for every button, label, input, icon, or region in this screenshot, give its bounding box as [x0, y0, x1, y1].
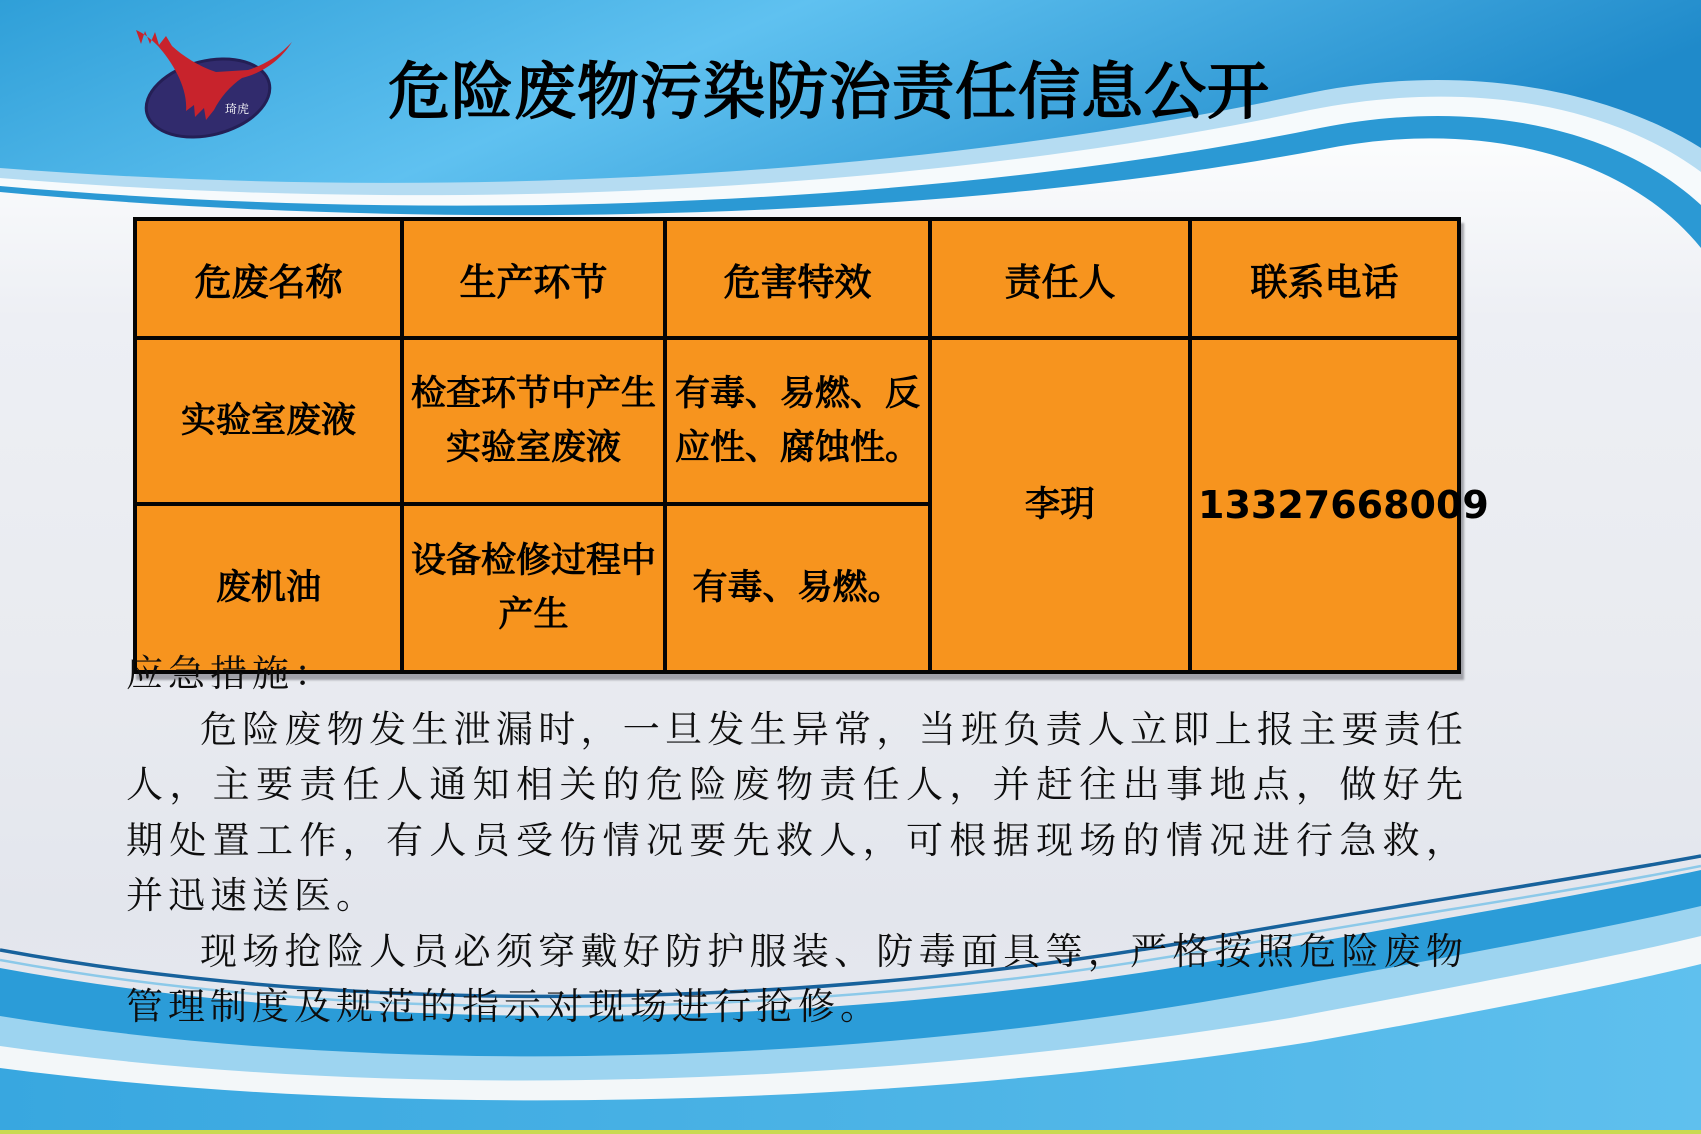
stage-cell: 检查环节中产生实验室废液 — [402, 338, 665, 504]
hazardous-waste-table — [133, 217, 1489, 674]
eagle-logo — [118, 18, 303, 148]
col-header-stage: 生产环节 — [402, 219, 665, 338]
waste-name-cell: 实验室废液 — [135, 338, 402, 504]
col-header-phone: 联系电话 — [1190, 219, 1459, 338]
stage-cell: 设备检修过程中产生 — [402, 504, 665, 672]
col-header-hazards: 危害特效 — [665, 219, 930, 338]
col-header-responsible: 责任人 — [930, 219, 1190, 338]
responsible-person-cell: 李玥 — [930, 338, 1190, 672]
emergency-paragraph: 危险废物发生泄漏时，一旦发生异常，当班负责人立即上报主要责任人，主要责任人通知相关的危险废物责任人，并赶往出事地点，做好先期处置工作，有人员受伤情况要先救人，可根据现场的情况进行急救，并迅速送医。 — [126, 707, 1468, 917]
waste-name-cell: 废机油 — [135, 504, 402, 672]
col-header-waste-name: 危废名称 — [135, 219, 402, 338]
page-title: 危险废物污染防治责任信息公开 — [388, 55, 1271, 128]
contact-phone-cell: 13327668009 — [1190, 338, 1459, 672]
emergency-measures-section — [126, 646, 1468, 1035]
emergency-paragraph: 现场抢险人员必须穿戴好防护服装、防毒面具等，严格按照危险废物管理制度及规范的指示对现场进行抢修。 — [126, 929, 1468, 1028]
hazards-cell: 有毒、易燃。 — [665, 504, 930, 672]
table-header-row — [135, 219, 1459, 338]
emergency-heading: 应急措施： — [126, 652, 336, 695]
logo-characters: 琦虎 — [225, 102, 250, 116]
hazards-cell: 有毒、易燃、反应性、腐蚀性。 — [665, 338, 930, 504]
table-row — [135, 338, 1459, 504]
bottom-edge-line — [0, 1130, 1701, 1134]
